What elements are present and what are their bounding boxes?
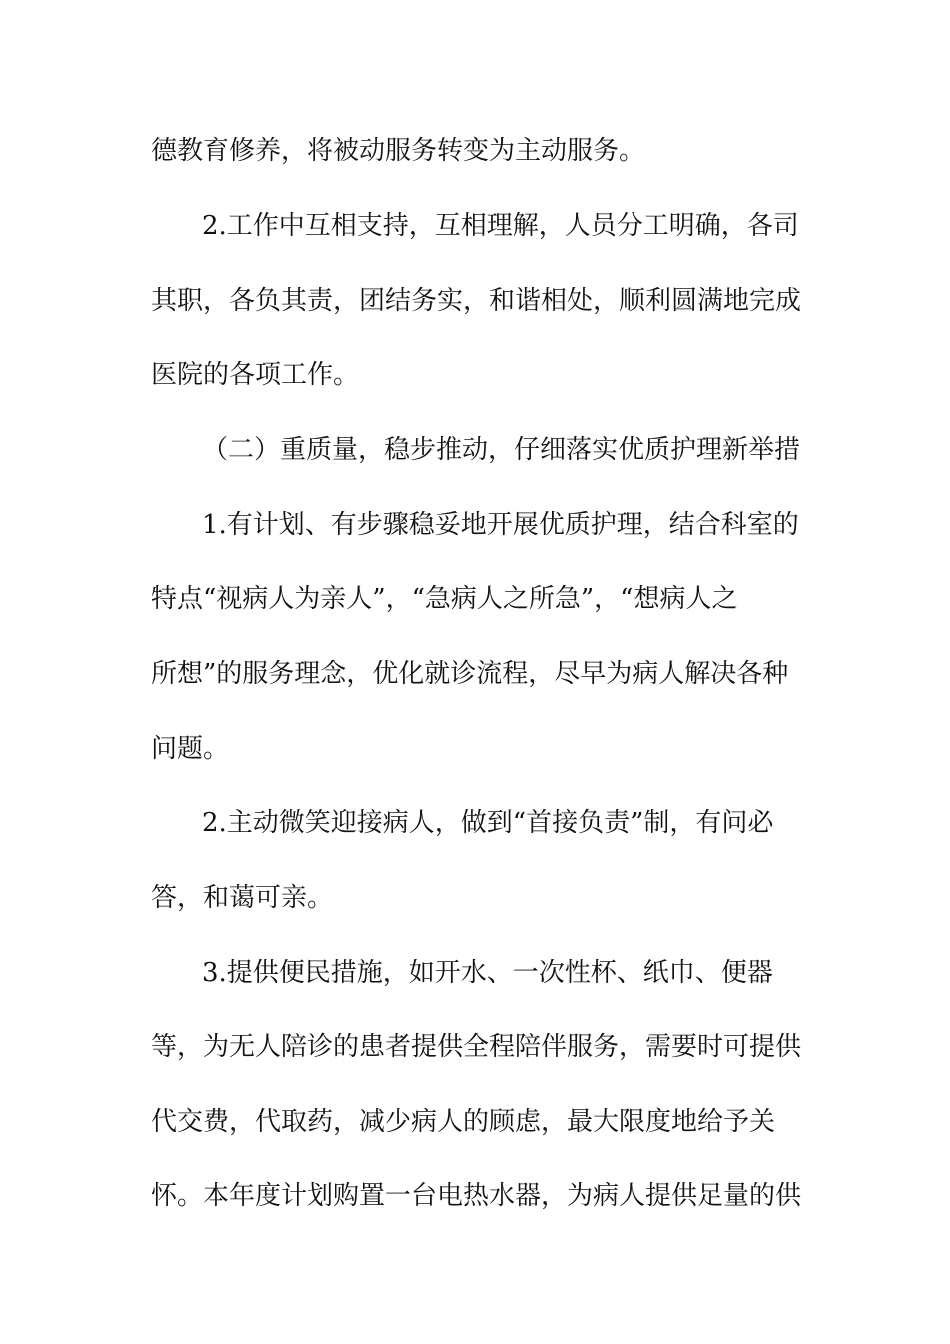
text-line: 问题。	[151, 734, 230, 764]
section-heading: （二）重质量，稳步推动，仔细落实优质护理新举措	[202, 435, 801, 465]
text-line: 2.主动微笑迎接病人，做到“首接负责”制，有问必	[202, 808, 774, 838]
text-line: 3.提供便民措施，如开水、一次性杯、纸巾、便器	[202, 958, 773, 988]
text-line: 代交费，代取药，减少病人的顾虑，最大限度地给予关	[151, 1107, 776, 1137]
text-line: 德教育修养，将被动服务转变为主动服务。	[151, 136, 646, 166]
text-line: 1.有计划、有步骤稳妥地开展优质护理，结合科室的	[202, 510, 799, 540]
text-line: 医院的各项工作。	[151, 360, 360, 390]
text-line: 等，为无人陪诊的患者提供全程陪伴服务，需要时可提供	[151, 1032, 802, 1062]
text-line: 其职，各负其责，团结务实，和谐相处，顺利圆满地完成	[151, 286, 802, 316]
text-line: 所想”的服务理念，优化就诊流程，尽早为病人解决各种	[151, 659, 789, 689]
text-line: 2.工作中互相支持，互相理解，人员分工明确，各司	[202, 211, 799, 241]
text-line: 特点“视病人为亲人”，“急病人之所急”，“想病人之	[151, 584, 738, 614]
text-line: 怀。本年度计划购置一台电热水器，为病人提供足量的供	[151, 1181, 802, 1211]
text-line: 答，和蔼可亲。	[151, 883, 334, 913]
